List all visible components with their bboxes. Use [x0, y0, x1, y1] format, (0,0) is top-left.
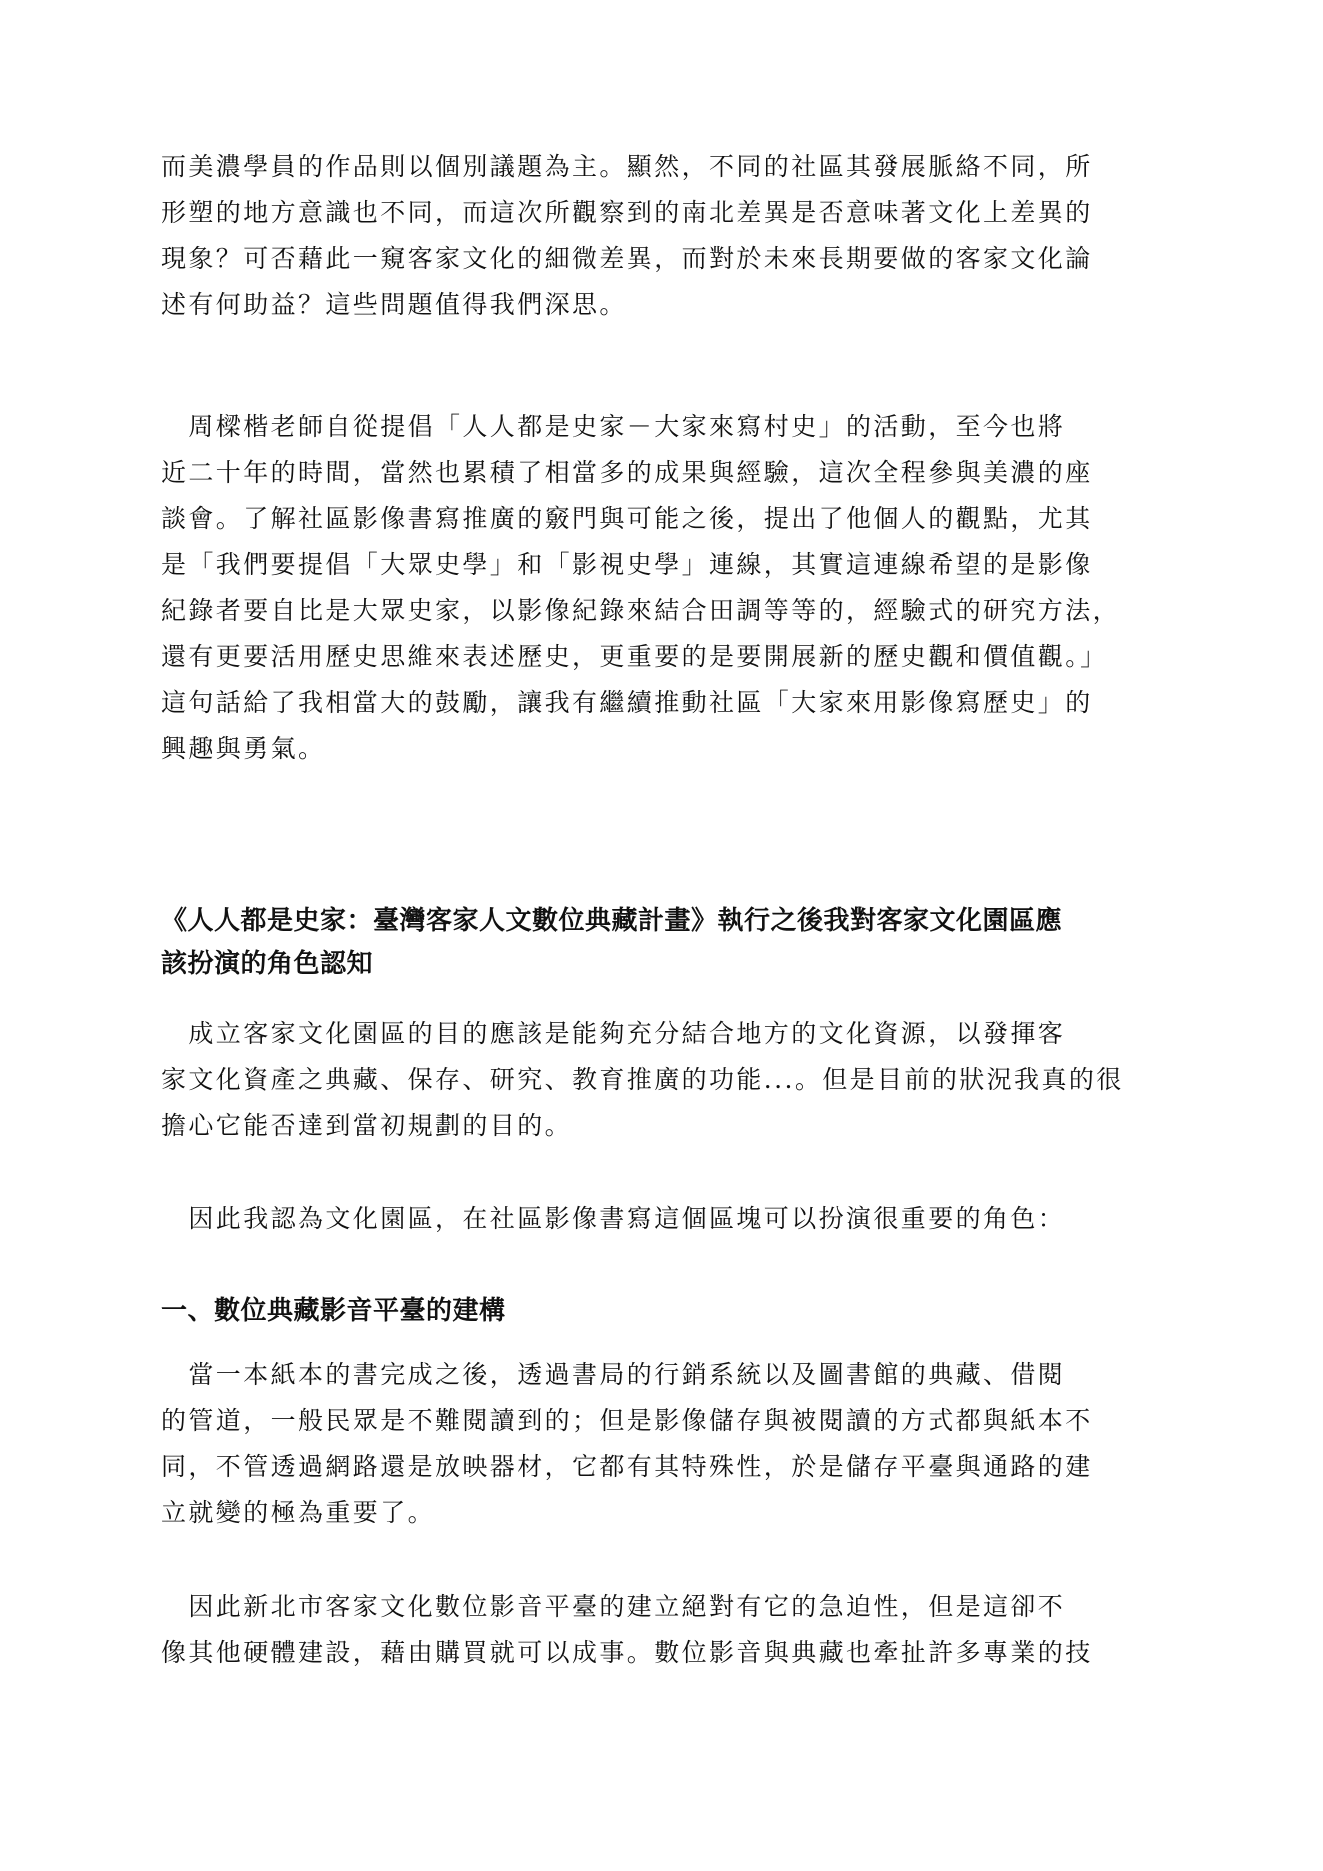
text-line: 興趣與勇氣。 [161, 734, 326, 763]
text-line: 這句話給了我相當大的鼓勵，讓我有繼續推動社區「大家來用影像寫歷史」的 [161, 688, 1093, 717]
subsection-heading [161, 1290, 1176, 1333]
text-line: 像其他硬體建設，藉由購買就可以成事。數位影音與典藏也牽扯許多專業的技 [161, 1638, 1093, 1667]
body-paragraph [161, 1196, 1176, 1242]
text-line: 而美濃學員的作品則以個別議題為主。顯然，不同的社區其發展脈絡不同，所 [161, 152, 1093, 181]
text-line: 形塑的地方意識也不同，而這次所觀察到的南北差異是否意味著文化上差異的 [161, 198, 1093, 227]
text-line: 述有何助益？這些問題值得我們深思。 [161, 290, 627, 319]
body-paragraph [161, 1352, 1176, 1536]
text-line: 同，不管透過網路還是放映器材，它都有其特殊性，於是儲存平臺與通路的建 [161, 1452, 1093, 1481]
text-line: 近二十年的時間，當然也累積了相當多的成果與經驗，這次全程參與美濃的座 [161, 458, 1093, 487]
body-paragraph [161, 1011, 1176, 1149]
body-paragraph [161, 404, 1176, 772]
text-line: 因此我認為文化園區，在社區影像書寫這個區塊可以扮演很重要的角色： [161, 1204, 1066, 1233]
body-paragraph [161, 1584, 1176, 1676]
text-line: 當一本紙本的書完成之後，透過書局的行銷系統以及圖書館的典藏、借閱 [161, 1360, 1066, 1389]
text-line: 還有更要活用歷史思維來表述歷史，更重要的是要開展新的歷史觀和價值觀。」 [161, 642, 1108, 671]
text-line: 因此新北市客家文化數位影音平臺的建立絕對有它的急迫性，但是這卻不 [161, 1592, 1066, 1621]
heading-line: 《人人都是史家：臺灣客家人文數位典藏計畫》執行之後我對客家文化園區應 [161, 906, 1063, 936]
text-line: 現象？可否藉此一窺客家文化的細微差異，而對於未來長期要做的客家文化論 [161, 244, 1093, 273]
text-line: 立就變的極為重要了。 [161, 1498, 436, 1527]
text-line: 是「我們要提倡「大眾史學」和「影視史學」連線，其實這連線希望的是影像 [161, 550, 1093, 579]
text-line: 周樑楷老師自從提倡「人人都是史家－大家來寫村史」的活動，至今也將 [161, 412, 1066, 441]
text-line: 成立客家文化園區的目的應該是能夠充分結合地方的文化資源，以發揮客 [161, 1019, 1066, 1048]
heading-line: 一、數位典藏影音平臺的建構 [161, 1296, 506, 1326]
section-heading [161, 900, 1176, 986]
body-paragraph [161, 144, 1176, 328]
text-line: 紀錄者要自比是大眾史家，以影像紀錄來結合田調等等的，經驗式的研究方法， [161, 596, 1121, 625]
text-line: 談會。了解社區影像書寫推廣的竅門與可能之後，提出了他個人的觀點，尤其 [161, 504, 1093, 533]
text-line: 擔心它能否達到當初規劃的目的。 [161, 1111, 573, 1140]
text-line: 的管道，一般民眾是不難閱讀到的；但是影像儲存與被閱讀的方式都與紙本不 [161, 1406, 1093, 1435]
heading-line: 該扮演的角色認知 [161, 949, 374, 979]
text-line: 家文化資產之典藏、保存、研究、教育推廣的功能...。但是目前的狀況我真的很 [161, 1065, 1124, 1094]
